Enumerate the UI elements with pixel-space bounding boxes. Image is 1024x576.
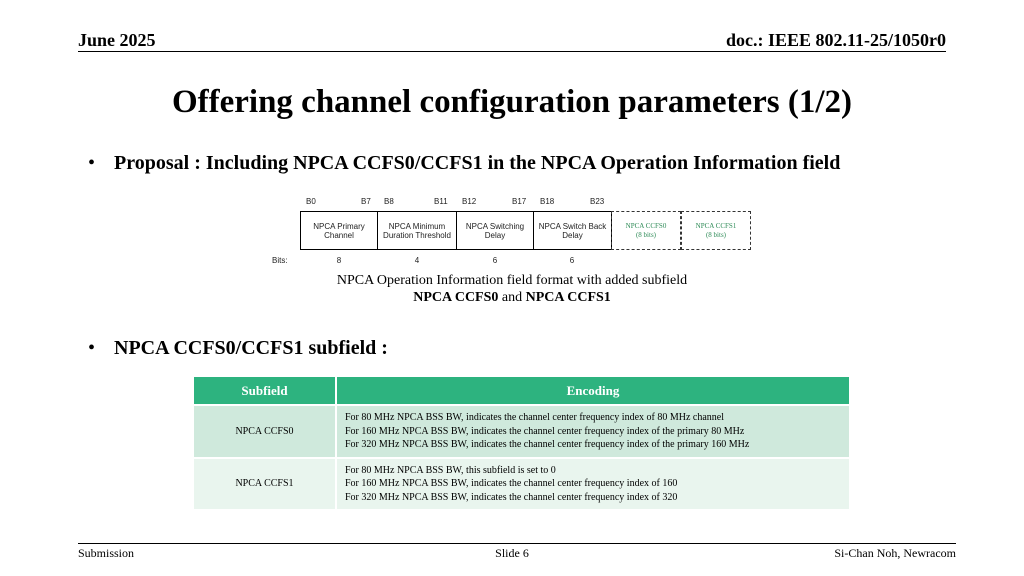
bits-label: Bits:	[272, 256, 288, 265]
field-npca-ccfs0	[611, 211, 681, 250]
field-npca-min-duration-threshold: NPCA Minimum Duration Threshold	[377, 211, 457, 250]
field-npca-switch-back-delay: NPCA Switch Back Delay	[533, 211, 612, 250]
bullet-proposal	[88, 152, 840, 175]
bit-marker: B8	[384, 197, 394, 206]
field-size: (8 bits)	[635, 230, 656, 239]
caption-connector: and	[498, 290, 526, 305]
footer-divider	[78, 543, 956, 544]
bits-value: 6	[569, 256, 575, 265]
field-name: NPCA CCFS1	[695, 221, 737, 230]
slide-title: Offering channel configuration parameters (1/2)	[171, 84, 853, 120]
header-date: June 2025	[78, 30, 156, 50]
subfield-cell: NPCA CCFS1	[194, 458, 336, 510]
encoding-line: For 160 MHz NPCA BSS BW, indicates the channel center frequency index of 160	[345, 478, 678, 489]
bit-marker: B0	[306, 197, 316, 206]
bullet-subfield	[88, 337, 388, 360]
field-npca-primary-channel: NPCA Primary Channel	[300, 211, 378, 250]
encoding-cell	[336, 458, 850, 510]
field-size: (8 bits)	[705, 230, 726, 239]
table-row	[194, 405, 850, 458]
bit-marker: B23	[590, 197, 605, 206]
diagram-caption-line1: NPCA Operation Information field format with added subfield	[336, 273, 688, 288]
bullet-icon: •	[88, 152, 96, 174]
footer-submission: Submission	[78, 546, 135, 560]
encoding-line: For 320 MHz NPCA BSS BW, indicates the channel center frequency index of 320	[345, 491, 678, 503]
table-row	[194, 458, 850, 510]
encoding-line: For 160 MHz NPCA BSS BW, indicates the channel center frequency index of the primary 80 MHz	[345, 425, 745, 437]
encoding-line: For 80 MHz NPCA BSS BW, indicates the channel center frequency index of 80 MHz channel	[345, 412, 724, 423]
field-npca-ccfs1	[681, 211, 751, 250]
bits-value: 4	[414, 256, 420, 265]
column-header-encoding: Encoding	[336, 377, 850, 405]
bullet-text: Proposal : Including NPCA CCFS0/CCFS1 in the NPCA Operation Information field	[114, 152, 841, 174]
diagram-caption-line2	[0, 290, 1024, 306]
footer-slide-number: Slide 6	[495, 546, 529, 560]
bit-marker: B17	[512, 197, 527, 206]
footer-author: Si-Chan Noh, Newracom	[834, 546, 956, 560]
table-header-row	[194, 377, 850, 405]
field-name: NPCA CCFS0	[625, 221, 667, 230]
subfield-cell: NPCA CCFS0	[194, 405, 336, 458]
bullet-icon: •	[88, 337, 96, 359]
encoding-line: For 320 MHz NPCA BSS BW, indicates the channel center frequency index of the primary 160 MHz	[345, 439, 750, 450]
header-divider	[78, 51, 946, 52]
encoding-line: For 80 MHz NPCA BSS BW, this subfield is set to 0	[345, 464, 556, 476]
caption-bold: NPCA CCFS1	[525, 290, 611, 305]
encoding-cell	[336, 405, 850, 458]
bits-value: 6	[492, 256, 498, 265]
field-npca-switching-delay: NPCA Switching Delay	[456, 211, 534, 250]
encoding-table	[194, 377, 851, 509]
caption-bold: NPCA CCFS0	[413, 290, 499, 305]
bit-marker: B7	[361, 197, 371, 206]
bullet-text: NPCA CCFS0/CCFS1 subfield :	[114, 337, 388, 359]
bit-marker: B12	[462, 197, 477, 206]
bit-marker: B11	[434, 197, 448, 206]
bits-value: 8	[336, 256, 342, 265]
bit-marker: B18	[540, 197, 555, 206]
header-doc-number: doc.: IEEE 802.11-25/1050r0	[725, 30, 946, 50]
column-header-subfield: Subfield	[194, 377, 336, 405]
